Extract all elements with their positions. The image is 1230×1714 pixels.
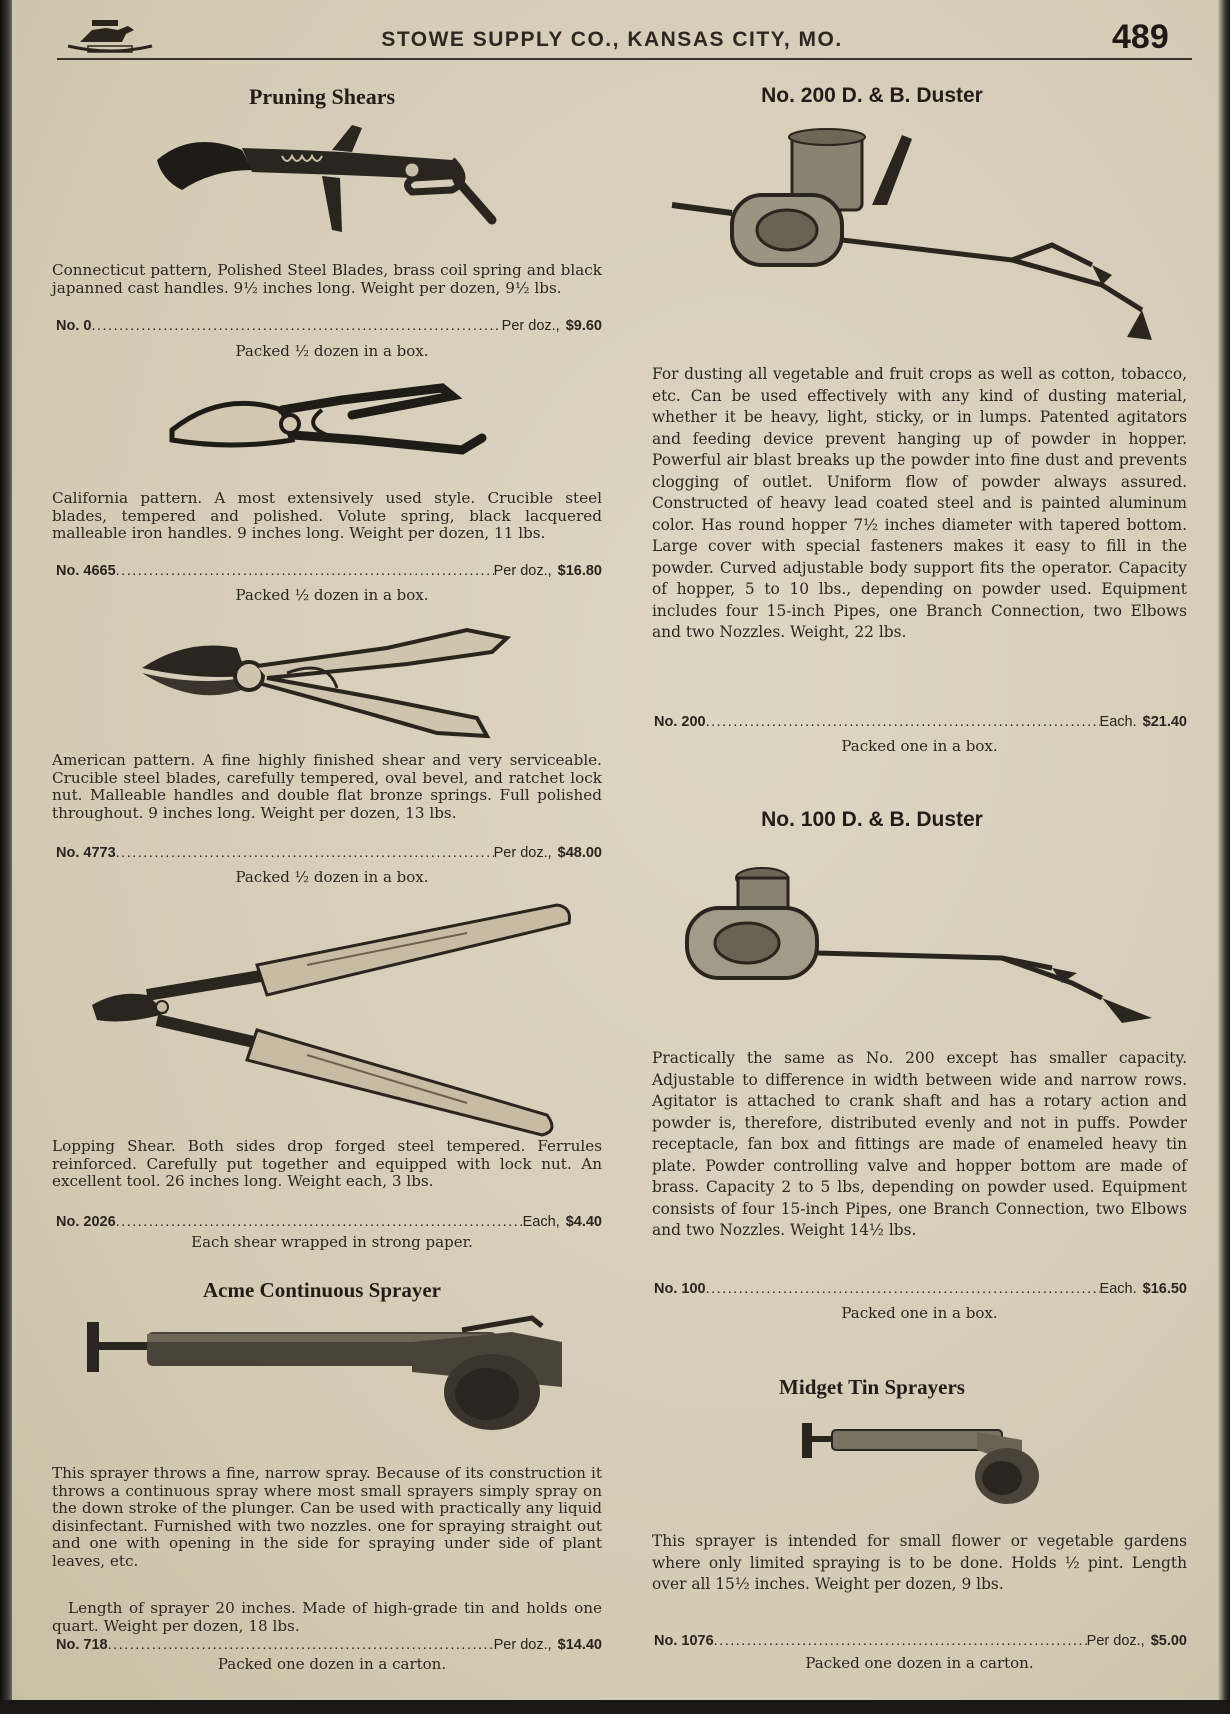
california-description: California pattern. A most extensively used style. Crucible steel blades, tempered and polished. Volute spring, black lacquered malleable iron handles. 9 inches long. Weight per dozen, 11 lbs. [52, 489, 602, 543]
price: $14.40 [557, 1637, 602, 1653]
midget-sprayer-illustration [797, 1418, 1047, 1518]
header-rule [57, 58, 1192, 60]
midget-sprayer-heading: Midget Tin Sprayers [779, 1375, 965, 1399]
duster-100-illustration [682, 858, 1162, 1028]
item-number: No. 0 [56, 318, 92, 334]
item-number: No. 1076 [654, 1633, 714, 1649]
price-line-no-4665 [56, 563, 602, 579]
price-unit: Per doz., [493, 1637, 552, 1653]
running-title: STOWE SUPPLY CO., KANSAS CITY, MO. [381, 28, 843, 51]
page-number: 489 [1112, 18, 1169, 56]
lopping-shear-illustration [87, 895, 577, 1145]
duster-200-illustration [672, 125, 1192, 355]
acme-sprayer-heading: Acme Continuous Sprayer [202, 1278, 441, 1302]
price-line-no-0 [56, 318, 602, 334]
packing-note: Packed ½ dozen in a box. [235, 342, 429, 360]
lopping-description: Lopping Shear. Both sides drop forged steel tempered. Ferrules reinforced. Carefully put together and equipped with lock nut. An excellent tool. 26 inches long. Weight each, 3 lbs. [52, 1137, 602, 1191]
price: $48.00 [557, 845, 602, 861]
price: $16.80 [557, 563, 602, 579]
american-description: American pattern. A fine highly finished shear and very serviceable. Crucible steel blades, carefully tempered, oval bevel, and ratchet lock nut. Malleable handles and double flat bronze springs. Full polished throughout. 9 inches long. Weight per dozen, 13 lbs. [52, 751, 602, 822]
item-number: No. 4773 [56, 845, 116, 861]
price-line-no-4773 [56, 845, 602, 861]
price-unit: Per doz., [1086, 1633, 1145, 1649]
duster-200-heading: No. 200 D. & B. Duster [761, 84, 983, 107]
connecticut-description: Connecticut pattern, Polished Steel Blades, brass coil spring and black japanned cast handles. 9½ inches long. Weight per dozen, 9½ lbs. [52, 261, 602, 297]
item-number: No. 2026 [56, 1214, 116, 1230]
item-number: No. 4665 [56, 563, 116, 579]
price-unit: Per doz., [493, 563, 552, 579]
duster-200-description: For dusting all vegetable and fruit crops as well as cotton, tobacco, etc. Can be used effectively with any kind of dusting material, whether it be heavy, light, sticky, or in lumps. Patented agitators and feeding device prevent hanging up of powder in hopper. Powerful air blast breaks up the powder into fine dust and prevents clogging of outlet. Uniform flow of powder always assured. Constructed of heavy lead coated steel and is painted aluminum color. Has round hopper 7½ inches diameter with tapered bottom. Large cover with special fasteners makes it easy to fill in the powder. Curved adjustable body support fits the operator. Capacity of hopper, 5 to 10 lbs., depending on powder used. Equipment includes four 15-inch Pipes, one Branch Connection, two Elbows and two Nozzles. Weight, 22 lbs. [652, 365, 1187, 641]
price-line-no-718 [56, 1637, 602, 1653]
duster-100-heading: No. 100 D. & B. Duster [761, 808, 983, 831]
american-shear-illustration [137, 618, 517, 748]
duster-100-description: Practically the same as No. 200 except has smaller capacity. Adjustable to difference in width between wide and narrow rows. Agitator is attached to crank shaft and has a rotary action and powder is, therefore, distributed evenly and not in puffs. Powder receptacle, fan box and fittings are made of enameled heavy tin plate. Powder controlling valve and hopper bottom are made of brass. Capacity 2 to 5 lbs, depending on powder used. Equipment consists of four 15-inch Pipes, one Branch Connection, two Elbows and two Nozzles. Weight 14½ lbs. [652, 1049, 1187, 1239]
item-number: No. 200 [654, 714, 706, 730]
packing-note: Packed one in a box. [841, 1304, 998, 1322]
price-line-no-200 [654, 714, 1187, 730]
price-line-no-100 [654, 1281, 1187, 1297]
price-unit: Per doz., [501, 318, 560, 334]
price-line-no-1076 [654, 1633, 1187, 1649]
packing-note: Packed ½ dozen in a box. [235, 586, 429, 604]
acme-sprayer-illustration [82, 1312, 582, 1432]
packing-note: Packed ½ dozen in a box. [235, 868, 429, 886]
connecticut-shear-illustration [152, 120, 512, 250]
packing-note: Packed one in a box. [841, 737, 998, 755]
packing-note: Packed one dozen in a carton. [805, 1654, 1034, 1672]
price-unit: Each, [522, 1214, 560, 1230]
packing-note: Packed one dozen in a carton. [217, 1655, 447, 1673]
midget-description: This sprayer is intended for small flower or vegetable gardens where only limited spraying is to be done. Holds ½ pint. Length over all 15½ inches. Weight per dozen, 9 lbs. [652, 1532, 1187, 1593]
price: $5.00 [1150, 1633, 1187, 1649]
page-right-edge [1218, 0, 1230, 1714]
packing-note: Each shear wrapped in strong paper. [191, 1233, 473, 1251]
acme-description: This sprayer throws a fine, narrow spray. Because of its construction it throws a continuous spray where most small sprayers simply spray on the down stroke of the plunger. Can be used with practically any liquid disinfectant. Furnished with two nozzles. one for spraying straight out and one with opening in the side for spraying under side of plant leaves, etc. [52, 1464, 602, 1570]
page-bottom-edge [0, 1700, 1230, 1714]
pruning-shears-heading: Pruning Shears [248, 84, 396, 109]
price-unit: Each. [1099, 714, 1137, 730]
rocking-horse-logo-icon [62, 16, 158, 56]
price: $9.60 [565, 318, 602, 334]
acme-description-2: Length of sprayer 20 inches. Made of high-grade tin and holds one quart. Weight per dozen, 18 lbs. [52, 1599, 602, 1635]
item-number: No. 100 [654, 1281, 706, 1297]
price-unit: Per doz., [493, 845, 552, 861]
price-line-no-2026 [56, 1214, 602, 1230]
california-shear-illustration [162, 380, 502, 470]
price: $16.50 [1142, 1281, 1187, 1297]
catalog-page [12, 0, 1220, 1702]
item-number: No. 718 [56, 1637, 108, 1653]
price: $4.40 [565, 1214, 602, 1230]
price: $21.40 [1142, 714, 1187, 730]
price-unit: Each. [1099, 1281, 1137, 1297]
